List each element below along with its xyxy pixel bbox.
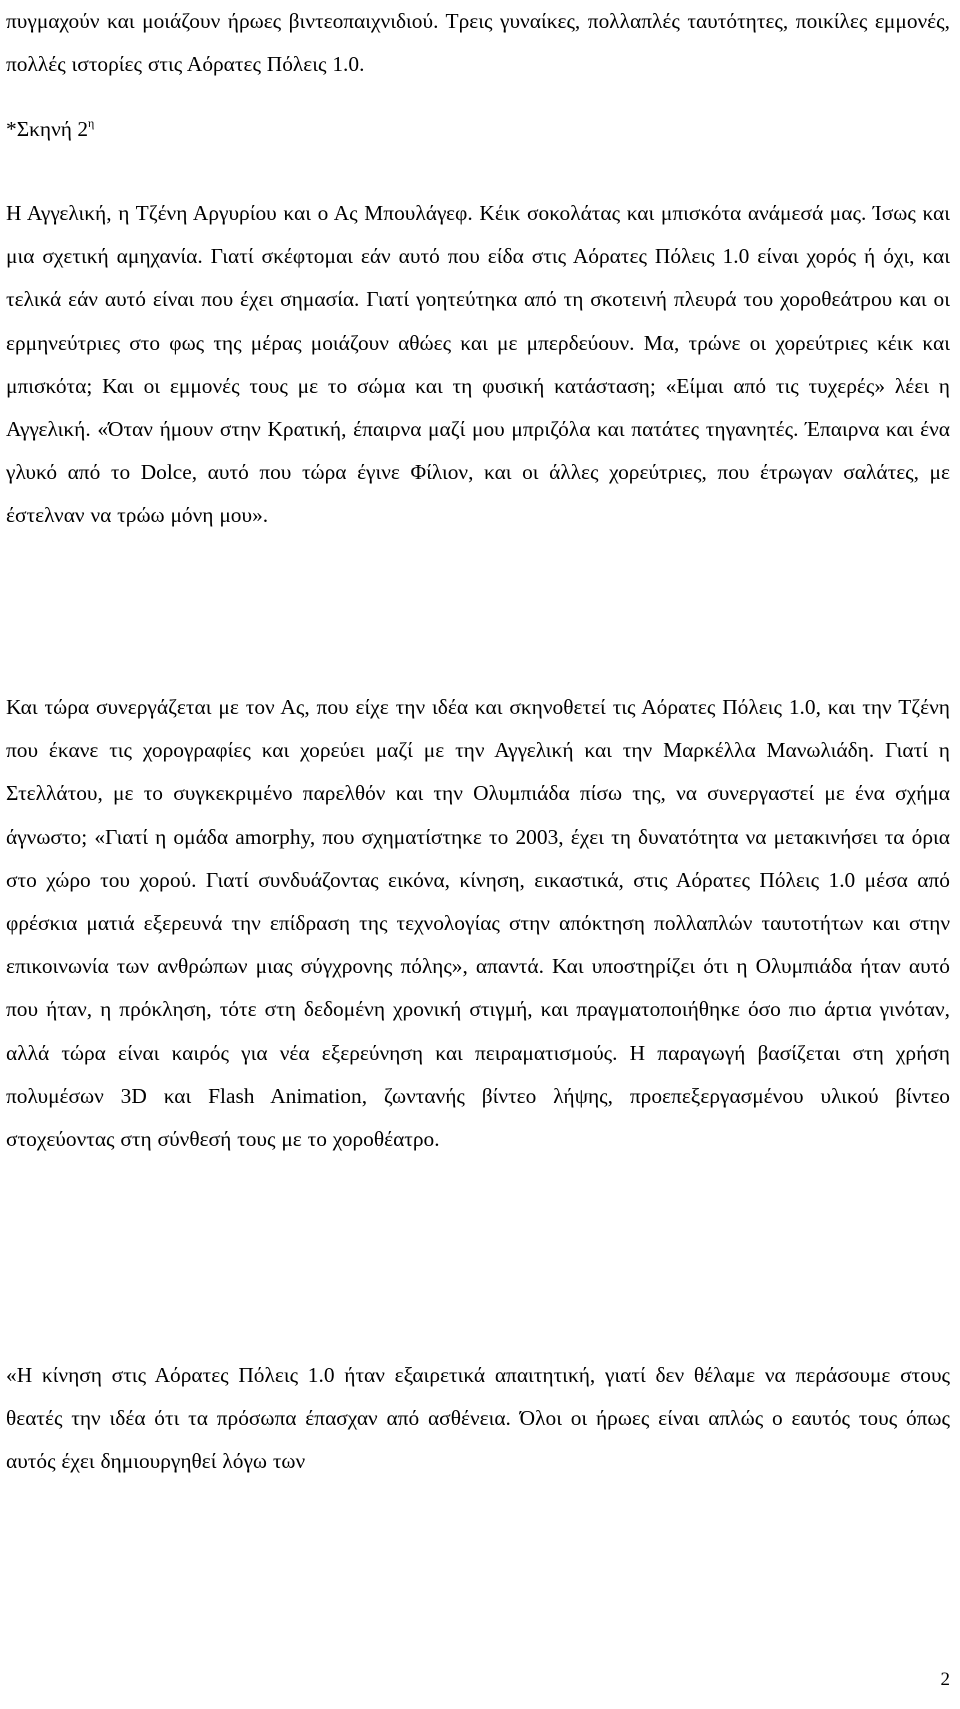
paragraph-movement: «Η κίνηση στις Αόρατες Πόλεις 1.0 ήταν εξαιρετικά απαιτητική, γιατί δεν θέλαμε να περάσουμε στους θεατές την ιδέα ότι τα πρόσωπα έπασχαν από ασθένεια. Όλοι οι ήρωες είναι απλώς ο εαυτός τους όπως αυτός έχει δημιουργηθεί λόγω των [6, 1363, 950, 1474]
scene-heading-superscript: η [88, 116, 95, 130]
page-number: 2 [940, 1669, 950, 1690]
paragraph-interview: Η Αγγελική, η Τζένη Αργυρίου και ο Ας Μπουλάγεφ. Κέικ σοκολάτας και μπισκότα ανάμεσά μας. Ίσως και μια σχετική αμηχανία. Γιατί σκέφτομαι εάν αυτό που είδα στις Αόρατες Πόλεις 1.0 είναι χορός ή όχι, και τελικά εάν αυτό είναι που έχει σημασία. Γιατί γοητεύτηκα από τη σκοτεινή πλευρά του χοροθεάτρου και οι ερμηνεύτριες στο φως της μέρας μοιάζουν αθώες και με μπερδεύουν. Μα, τρώνε οι χορεύτριες κέικ και μπισκότα; Και οι εμμονές τους με το σώμα και τη φυσική κατάσταση; «Είμαι από τις τυχερές» λέει η Αγγελική. «Όταν ήμουν στην Κρατική, έπαιρνα μαζί μου μπριζόλα και πατάτες τηγανητές. Έπαιρνα και ένα γλυκό από το Dolce, αυτό που τώρα έγινε Φίλιον, και οι άλλες χορεύτριες, που έτρωγαν σαλάτες, με έστελναν να τρώω μόνη μου». [6, 201, 950, 528]
scene-heading-text: *Σκηνή 2 [6, 117, 89, 141]
scene-heading [6, 108, 94, 151]
paragraph-collaboration: Και τώρα συνεργάζεται με τον Ας, που είχε την ιδέα και σκηνοθετεί τις Αόρατες Πόλεις 1.0, και την Τζένη που έκανε τις χορογραφίες και χορεύει μαζί με την Αγγελική και την Μαρκέλλα Μανωλιάδη. Γιατί η Στελλάτου, με το συγκεκριμένο παρελθόν και την Ολυμπιάδα πίσω της, να συνεργαστεί με ένα σχήμα άγνωστο; «Γιατί η ομάδα amorphy, που σχηματίστηκε το 2003, έχει τη δυνατότητα να μετακινήσει τα όρια στο χώρο του χορού. Γιατί συνδυάζοντας εικόνα, κίνηση, εικαστικά, στις Αόρατες Πόλεις 1.0 μέσα από φρέσκια ματιά εξερευνά την επίδραση της τεχνολογίας στην απόκτηση πολλαπλών ταυτοτήτων και στην επικοινωνία των ανθρώπων μιας σύγχρονης πόλης», απαντά. Και υποστηρίζει ότι η Ολυμπιάδα ήταν αυτό που ήταν, η πρόκληση, τότε στη δεδομένη χρονική στιγμή, και πραγματοποιήθηκε όσο πιο άρτια γινόταν, αλλά τώρα είναι καιρός για νέα εξερεύνηση και πειραματισμούς. Η παραγωγή βασίζεται στη χρήση πολυμέσων 3D και Flash Animation, ζωντανής βίντεο λήψης, προεπεξεργασμένου υλικού βίντεο στοχεύοντας στη σύνθεσή τους με το χοροθέατρο. [6, 695, 950, 1152]
paragraph-intro: πυγμαχούν και μοιάζουν ήρωες βιντεοπαιχνιδιού. Τρεις γυναίκες, πολλαπλές ταυτότητες, ποικίλες εμμονές, πολλές ιστορίες στις Αόρατες Πόλεις 1.0. [6, 9, 950, 77]
